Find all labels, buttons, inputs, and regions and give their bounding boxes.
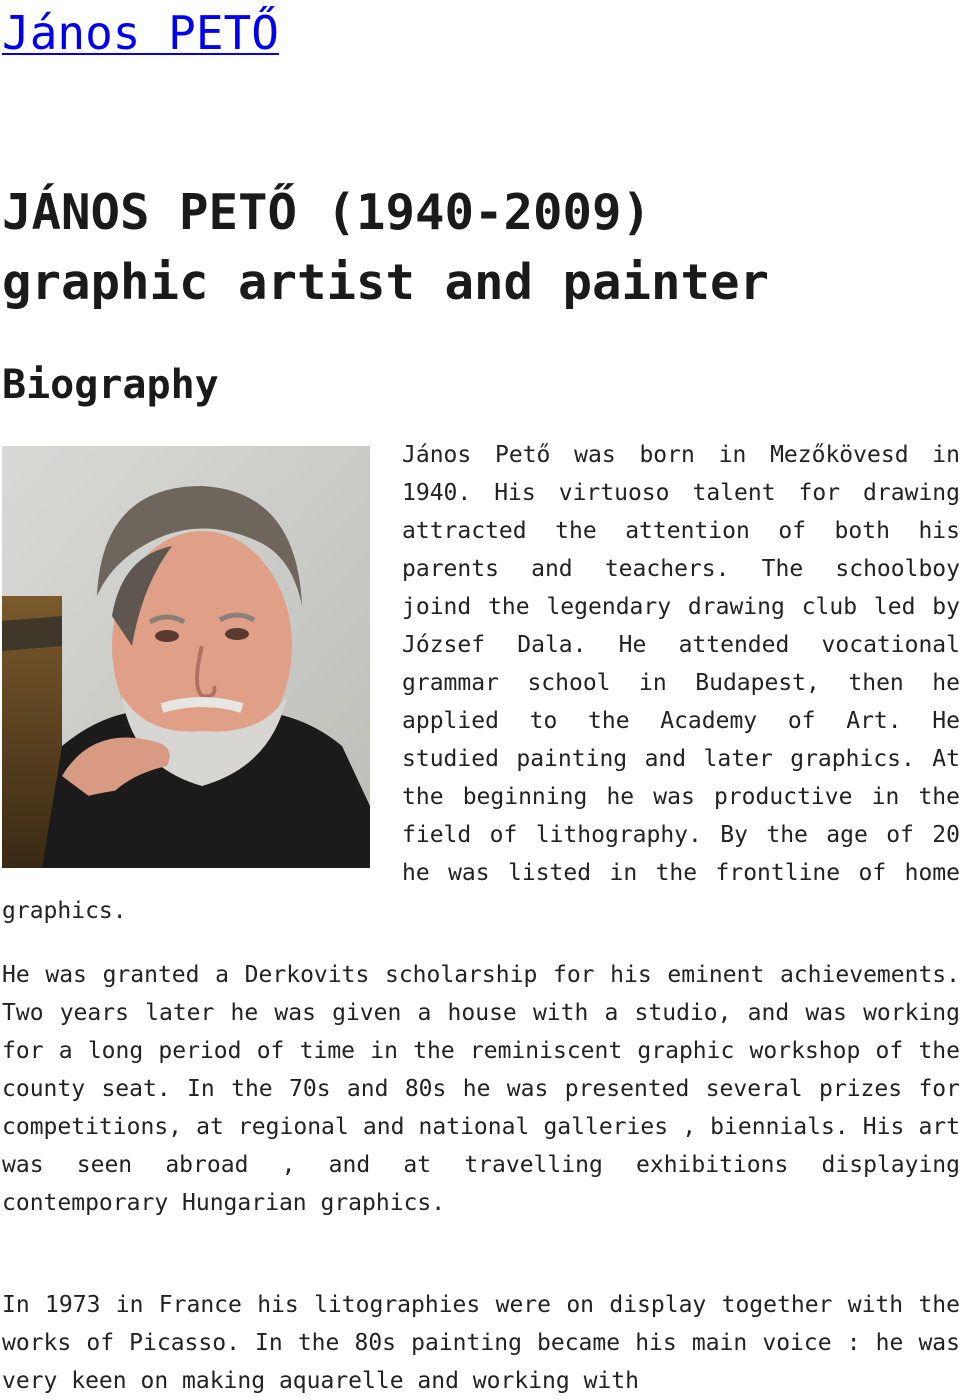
- biography-paragraph-3: In 1973 in France his litographies were on display together with the works of Picasso. In the 80s painting became his main voice : he was very keen on making aquarelle and working with: [2, 1292, 960, 1394]
- biography-paragraph-1: [2, 436, 960, 930]
- page-title-line-1: JÁNOS PETŐ (1940-2009): [2, 184, 652, 241]
- page-title-line-2: graphic artist and painter: [2, 254, 770, 311]
- site-title-link[interactable]: János PETŐ: [2, 6, 279, 60]
- biography-text-1: János Pető was born in Mezőkövesd in 1940. His virtuoso talent for drawing attracted the attention of both his parents and teachers. The schoolboy joind the legendary drawing club led by József Dala. He attended vocational grammar school in Budapest, then he applied to the Academy of Art. He studied painting and later graphics. At the beginning he was productive in the field of lithography. By the age of 20 he was listed in the frontline of home graphics.: [2, 442, 960, 924]
- section-heading-biography: Biography: [2, 362, 219, 408]
- artist-portrait-photo: [2, 446, 370, 868]
- page-title: [2, 178, 769, 318]
- biography-paragraph-2: He was granted a Derkovits scholarship for his eminent achievements. Two years later he was given a house with a studio, and was working for a long period of time in the reminiscent graphic workshop of the county seat. In the 70s and 80s he was presented several prizes for competitions, at regional and national galleries , biennials. His art was seen abroad , and at travelling exhibitions displaying contemporary Hungarian graphics.: [2, 962, 960, 1216]
